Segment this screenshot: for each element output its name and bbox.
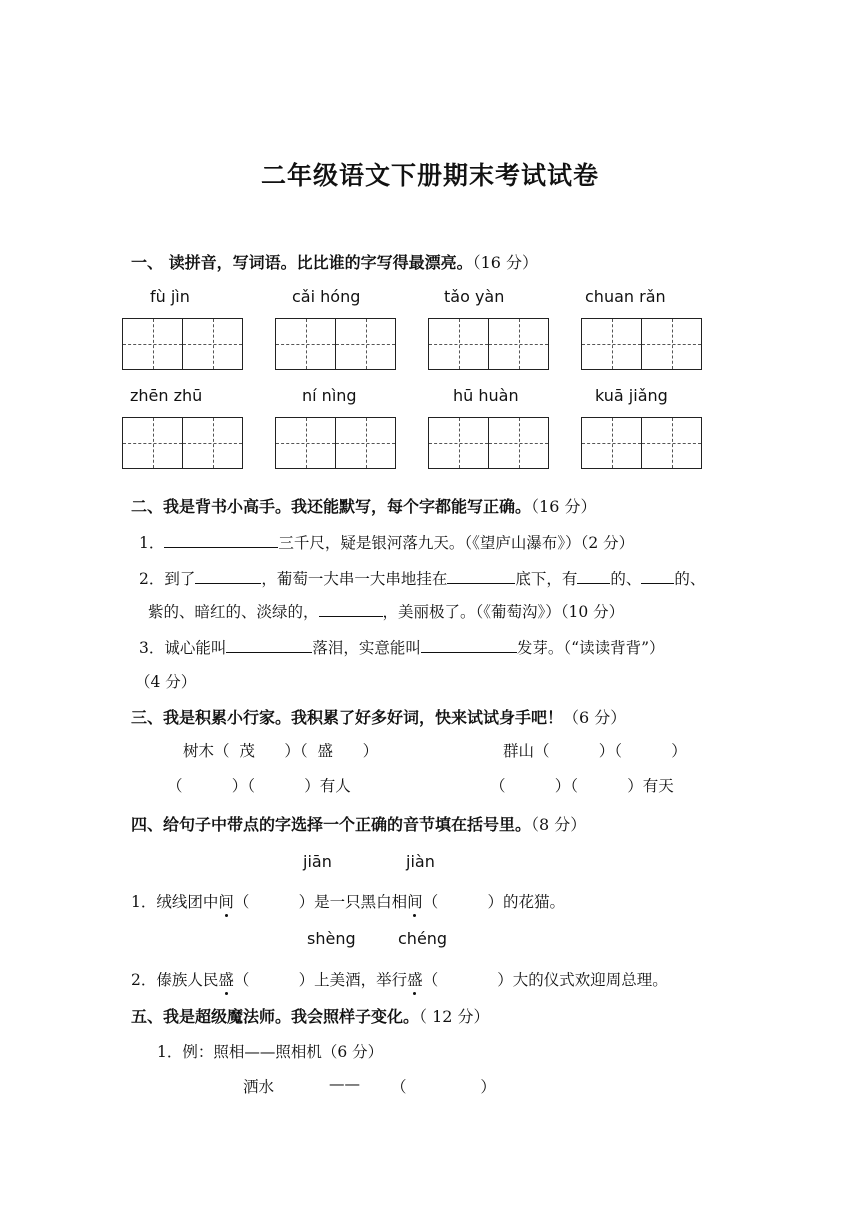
dotted-character: 盛 <box>218 971 234 989</box>
answer-blank[interactable] <box>164 532 278 548</box>
s5-dash: —— <box>329 1075 360 1093</box>
pinyin-option-cheng: chéng <box>398 929 448 948</box>
section-4-score: （8 分） <box>531 815 587 834</box>
dotted-character: 间 <box>218 893 234 911</box>
s4-q2-text[interactable]: （ ）大的仪式欢迎周总理。 <box>422 971 668 989</box>
s2-q2-text: 底下，有 <box>515 570 578 588</box>
writing-grid[interactable] <box>122 417 243 469</box>
answer-blank[interactable] <box>421 637 517 653</box>
s2-question-2-cont <box>148 600 624 622</box>
pinyin-kuajiang: kuā jiǎng <box>595 386 668 405</box>
answer-blank[interactable] <box>195 568 261 584</box>
answer-blank[interactable] <box>641 568 674 584</box>
s5-example: 1．例：照相——照相机（6 分） <box>157 1043 384 1061</box>
writing-grid[interactable] <box>581 417 702 469</box>
s2-q2-text: 紫的、暗红的、淡绿的， <box>148 603 319 621</box>
writing-grid[interactable] <box>275 318 396 370</box>
section-3-score: （6 分） <box>563 708 627 727</box>
section-1-heading-text: 一、 读拼音，写词语。比比谁的字写得最漂亮。 <box>131 253 473 272</box>
s2-question-3 <box>139 636 665 658</box>
s4-question-2 <box>131 968 668 990</box>
dotted-character: 盛 <box>407 971 423 989</box>
writing-grid[interactable] <box>122 318 243 370</box>
section-5-score: （ 12 分） <box>419 1007 490 1026</box>
pinyin-chuanran: chuan rǎn <box>585 287 666 306</box>
section-1-heading <box>131 250 538 273</box>
s2-question-1 <box>139 531 634 553</box>
writing-grid[interactable] <box>581 318 702 370</box>
answer-blank[interactable] <box>226 637 312 653</box>
idiom-youren[interactable]: （ ）（ ）有人 <box>167 777 351 795</box>
section-1-score: （16 分） <box>472 253 539 272</box>
s4-q1-text[interactable]: （ ）是一只黑白相 <box>233 893 408 911</box>
s2-q1-number: 1． <box>139 534 165 552</box>
pinyin-fujin: fù jìn <box>150 287 190 306</box>
writing-grid[interactable] <box>275 417 396 469</box>
s2-question-2 <box>139 567 705 589</box>
section-2-heading <box>131 494 596 517</box>
s2-q3-text: 3．诚心能叫 <box>139 639 227 657</box>
writing-grid[interactable] <box>428 417 549 469</box>
s5-answer-paren[interactable]: （ ） <box>391 1078 496 1096</box>
s4-q1-text[interactable]: （ ）的花猫。 <box>422 893 565 911</box>
section-2-heading-text: 二、我是背书小高手。我还能默写，每个字都能写正确。 <box>131 497 532 516</box>
s2-q2-text: 2．到了 <box>139 570 196 588</box>
s2-q3-text: 发芽。（“读读背背”） <box>516 639 665 657</box>
s2-q2-text: ，美丽极了。（《葡萄沟》）（10 分） <box>382 603 625 621</box>
s5-word-sashui: 洒水 <box>243 1078 275 1096</box>
answer-blank[interactable] <box>319 601 383 617</box>
pinyin-caihong: cǎi hóng <box>292 287 361 306</box>
s4-q2-text: 2．傣族人民 <box>131 971 219 989</box>
pinyin-option-jian1: jiān <box>303 852 332 871</box>
section-5-heading-text: 五、我是超级魔法师。我会照样子变化。 <box>131 1007 420 1026</box>
section-4-heading <box>131 812 586 835</box>
writing-grid[interactable] <box>428 318 549 370</box>
s2-q3-text: 落泪，实意能叫 <box>312 639 421 657</box>
pinyin-option-sheng: shèng <box>307 929 356 948</box>
dotted-character: 间 <box>407 893 423 911</box>
idiom-shumu[interactable]: 树木（ 茂 ）（ 盛 ） <box>183 742 379 760</box>
s2-q2-text: 的、 <box>610 570 642 588</box>
s4-q1-text: 1．绒线团中 <box>131 893 219 911</box>
pinyin-huhuan: hū huàn <box>453 386 519 405</box>
s4-question-1 <box>131 890 565 912</box>
s2-q3-score: （4 分） <box>135 673 197 691</box>
s2-q2-text: ，葡萄一大串一大串地挂在 <box>261 570 448 588</box>
pinyin-taoyan: tǎo yàn <box>444 287 505 306</box>
page-title: 二年级语文下册期末考试试卷 <box>260 161 599 190</box>
pinyin-ningning: ní nìng <box>302 386 357 405</box>
section-3-heading <box>131 705 626 728</box>
s4-q2-text[interactable]: （ ）上美酒，举行 <box>233 971 408 989</box>
answer-blank[interactable] <box>577 568 610 584</box>
section-2-score: （16 分） <box>531 497 597 516</box>
idiom-youtian[interactable]: （ ）（ ）有天 <box>490 777 674 795</box>
section-5-heading <box>131 1004 490 1027</box>
pinyin-option-jian4: jiàn <box>406 852 435 871</box>
s2-q2-text: 的、 <box>674 570 706 588</box>
s2-q1-text: 三千尺，疑是银河落九天。（《望庐山瀑布》）（2 分） <box>278 534 635 552</box>
answer-blank[interactable] <box>447 568 515 584</box>
section-3-heading-text: 三、我是积累小行家。我积累了好多好词，快来试试身手吧！ <box>131 708 564 727</box>
section-4-heading-text: 四、给句子中带点的字选择一个正确的音节填在括号里。 <box>131 815 532 834</box>
idiom-qunshan[interactable]: 群山（ ）（ ） <box>503 742 687 760</box>
pinyin-zhenzhu: zhēn zhū <box>130 386 203 405</box>
